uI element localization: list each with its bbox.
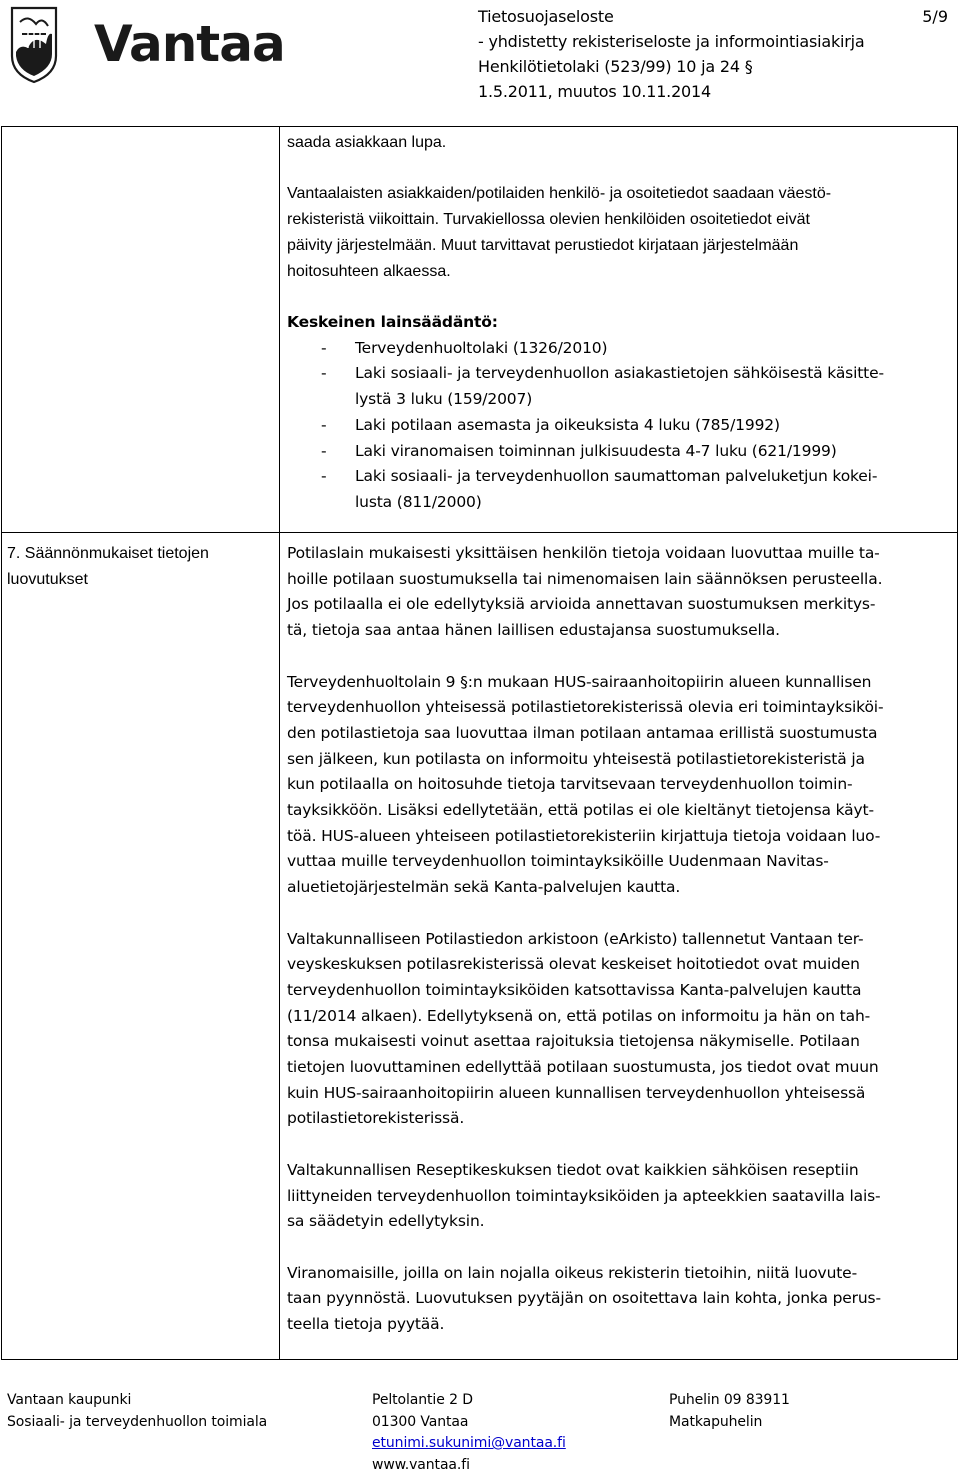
text-line: hoitosuhteen alkaessa. — [287, 259, 947, 285]
footer-division: Sosiaali- ja terveydenhuollon toimiala — [7, 1412, 337, 1434]
text-line: aluetietojärjestelmän sekä Kanta-palvelujen kautta. — [287, 875, 947, 901]
text-line: vuttaa muille terveydenhuollon toimintayksiköille Uudenmaan Navitas- — [287, 849, 947, 875]
footer-city: Vantaan kaupunki — [7, 1390, 337, 1412]
law-text: Laki viranomaisen toiminnan julkisuudesta 4-7 luku (621/1999) — [355, 442, 837, 460]
footer-postal: 01300 Vantaa — [372, 1412, 652, 1434]
text-line: tä, tietoja saa antaa hänen laillisen edustajansa suostumuksella. — [287, 618, 947, 644]
text-line: saada asiakkaan lupa. — [287, 130, 947, 156]
text-line: Terveydenhuoltolain 9 §:n mukaan HUS-sairaanhoitopiirin alueen kunnallisen — [287, 670, 947, 696]
laws-section — [287, 310, 947, 516]
text-line: potilastietorekisterissä. — [287, 1106, 947, 1132]
row-divider — [1, 532, 958, 533]
text-line: taan pyynnöstä. Luovutuksen pyytäjän on osoitettava lain kohta, jonka perus- — [287, 1286, 947, 1312]
text-line: den potilastietoja saa luovuttaa ilman potilaan antamaa erillistä suostumusta — [287, 721, 947, 747]
text-line: hoille potilaan suostumuksella tai nimenomaisen lain säännöksen perusteella. — [287, 567, 947, 593]
footer-phone — [669, 1390, 949, 1433]
law-text: lusta (811/2000) — [355, 493, 482, 511]
row6-content — [287, 130, 947, 284]
text-line: terveydenhuollon toimintayksiköiden katsottavissa Kanta-palvelujen kautta — [287, 978, 947, 1004]
law-text: Laki sosiaali- ja terveydenhuollon asiakastietojen sähköisestä käsitte- — [355, 364, 884, 382]
text-line: Jos potilaalla ei ole edellytyksiä arvioida annettavan suostumuksen merkitys- — [287, 592, 947, 618]
text-line: tietojen luovuttaminen edellyttää potilaan suostumusta, jos tiedot ovat muun — [287, 1055, 947, 1081]
law-item: - Laki viranomaisen toiminnan julkisuudesta 4-7 luku (621/1999) — [287, 439, 947, 465]
text-line: kuin HUS-sairaanhoitopiirin alueen kunnallisen terveydenhuollon yhteisessä — [287, 1081, 947, 1107]
footer-website: www.vantaa.fi — [372, 1455, 652, 1476]
footer-phone-number: Puhelin 09 83911 — [669, 1390, 949, 1412]
text-line: veyskeskuksen potilasrekisterissä olevat keskeiset hoitotiedot ovat muiden — [287, 952, 947, 978]
text-line: tonsa mukaisesti voinut asettaa rajoituksia tietojensa näkymiselle. Potilaan — [287, 1029, 947, 1055]
text-line: terveydenhuollon yhteisessä potilastietorekisterissä olevia eri toimintayksiköi- — [287, 695, 947, 721]
text-line: Viranomaisille, joilla on lain nojalla oikeus rekisterin tietoihin, niitä luovute- — [287, 1261, 947, 1287]
text-line: teella tietoja pyytää. — [287, 1312, 947, 1338]
document-title: Tietosuojaseloste — [478, 4, 948, 29]
text-line: Vantaalaisten asiakkaiden/potilaiden henkilö- ja osoitetiedot saadaan väestö- — [287, 181, 947, 207]
footer-address — [372, 1390, 652, 1476]
text-line: sa säädetyin edellytyksin. — [287, 1209, 947, 1235]
law-text: Terveydenhuoltolaki (1326/2010) — [355, 339, 607, 357]
laws-heading: Keskeinen lainsäädäntö: — [287, 310, 947, 336]
law-reference: Henkilötietolaki (523/99) 10 ja 24 § — [478, 54, 948, 79]
law-item: - Laki sosiaali- ja terveydenhuollon saumattoman palveluketjun kokei- lusta (811/2000) — [287, 464, 947, 515]
paragraph — [287, 927, 947, 1133]
text-line: Valtakunnallisen Reseptikeskuksen tiedot ovat kaikkien sähköisen reseptiin — [287, 1158, 947, 1184]
text-line: tayksikköön. Lisäksi edellytetään, että potilas ei ole kieltänyt tietojensa käyt- — [287, 798, 947, 824]
footer-mobile: Matkapuhelin — [669, 1412, 949, 1434]
row7-content — [287, 541, 947, 1338]
paragraph — [287, 1261, 947, 1338]
law-item: - Laki potilaan asemasta ja oikeuksista 4 luku (785/1992) — [287, 413, 947, 439]
text-line: Valtakunnalliseen Potilastiedon arkistoon (eArkisto) tallennetut Vantaan ter- — [287, 927, 947, 953]
law-text: lystä 3 luku (159/2007) — [355, 390, 532, 408]
row-label-line: luovutukset — [7, 567, 275, 593]
document-date: 1.5.2011, muutos 10.11.2014 — [478, 79, 948, 104]
vantaa-wordmark: Vantaa — [94, 14, 285, 74]
text-line: Potilaslain mukaisesti yksittäisen henkilön tietoja voidaan luovuttaa muille ta- — [287, 541, 947, 567]
paragraph — [287, 541, 947, 644]
law-text: Laki sosiaali- ja terveydenhuollon saumattoman palveluketjun kokei- — [355, 467, 877, 485]
footer-organization — [7, 1390, 337, 1433]
text-line: rekisteristä viikoittain. Turvakiellossa olevien henkilöiden osoitetiedot eivät — [287, 207, 947, 233]
footer-email-link[interactable]: etunimi.sukunimi@vantaa.fi — [372, 1435, 566, 1451]
document-subtitle: - yhdistetty rekisteriseloste ja informointiasiakirja — [478, 29, 948, 54]
text-line: (11/2014 alkaen). Edellytyksenä on, että potilas on informoitu ja hän on tah- — [287, 1004, 947, 1030]
law-item: - Terveydenhuoltolaki (1326/2010) — [287, 336, 947, 362]
page-number: 5/9 — [922, 4, 948, 29]
document-header — [478, 4, 948, 104]
text-line: sen jälkeen, kun potilasta on informoitu yhteisestä potilastietorekisteristä ja — [287, 747, 947, 773]
paragraph — [287, 1158, 947, 1235]
column-divider — [279, 126, 280, 1360]
law-item: - Laki sosiaali- ja terveydenhuollon asiakastietojen sähköisestä käsitte- lystä 3 luku (159/2007) — [287, 361, 947, 412]
text-line: liittyneiden terveydenhuollon toimintayksiköiden ja apteekkien saatavilla lais- — [287, 1184, 947, 1210]
text-line: päivity järjestelmään. Muut tarvittavat perustiedot kirjataan järjestelmään — [287, 233, 947, 259]
text-line: kun potilaalla on hoitosuhde tietoja tarvitsevaan terveydenhuollon toimin- — [287, 772, 947, 798]
text-line: töä. HUS-alueen yhteiseen potilastietorekisteriin kirjattuja tietoja voidaan luo- — [287, 824, 947, 850]
row-label-line: 7. Säännönmukaiset tietojen — [7, 541, 275, 567]
footer-street: Peltolantie 2 D — [372, 1390, 652, 1412]
law-text: Laki potilaan asemasta ja oikeuksista 4 luku (785/1992) — [355, 416, 780, 434]
paragraph — [287, 670, 947, 901]
vantaa-logo — [8, 4, 288, 84]
row7-label — [7, 541, 275, 592]
